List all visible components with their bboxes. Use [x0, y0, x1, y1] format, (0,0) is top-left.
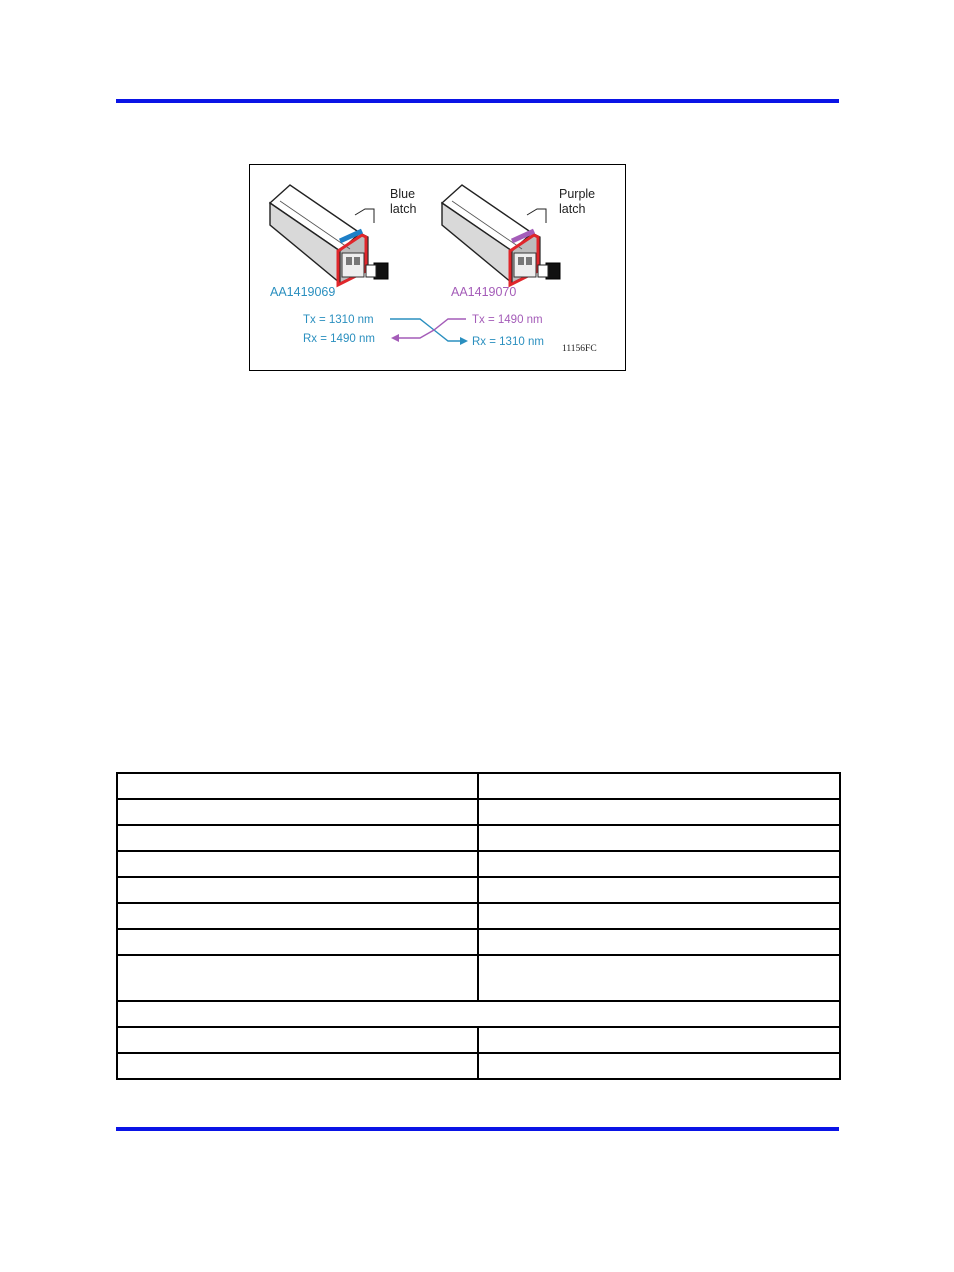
left-rx-label: Rx = 1490 nm [303, 333, 375, 345]
table-cell [478, 1027, 840, 1053]
table-cell [478, 1053, 840, 1079]
table-cell [117, 773, 478, 799]
table-cell [478, 799, 840, 825]
table-cell [478, 851, 840, 877]
figure-id-label: 11156FC [562, 344, 597, 354]
spec-table [116, 772, 841, 1080]
header-rule [116, 99, 839, 103]
right-latch-label-line1: Purple [559, 187, 596, 201]
table-cell [117, 1027, 478, 1053]
table-cell [478, 903, 840, 929]
left-part-number: AA1419069 [270, 285, 336, 299]
table-cell [117, 877, 478, 903]
footer-rule [116, 1127, 839, 1131]
left-tx-label: Tx = 1310 nm [303, 314, 374, 326]
table-cell [117, 799, 478, 825]
table-row [117, 851, 840, 877]
table-row [117, 799, 840, 825]
table-row [117, 773, 840, 799]
table-cell [478, 929, 840, 955]
table-cell [478, 773, 840, 799]
table-row [117, 955, 840, 1001]
table-row [117, 903, 840, 929]
table-cell [478, 877, 840, 903]
right-rx-label: Rx = 1310 nm [472, 336, 544, 348]
table-cell [117, 955, 478, 1001]
table-cell [478, 955, 840, 1001]
left-latch-label-line1: Blue [390, 187, 416, 201]
table-row [117, 1027, 840, 1053]
right-tx-label: Tx = 1490 nm [472, 314, 543, 326]
table-cell [478, 825, 840, 851]
figure-canvas [250, 165, 625, 370]
table-cell [117, 929, 478, 955]
left-sfp-module [270, 185, 388, 285]
table-row [117, 929, 840, 955]
table-row [117, 1001, 840, 1027]
table-cell [117, 903, 478, 929]
table-cell [117, 825, 478, 851]
signal-crossover [390, 319, 468, 345]
left-latch-label-line2: latch [390, 202, 417, 216]
table-row [117, 877, 840, 903]
table-cell [117, 1053, 478, 1079]
right-part-number: AA1419070 [451, 285, 517, 299]
table-row [117, 1053, 840, 1079]
right-sfp-module [442, 185, 560, 285]
table-section-cell [117, 1001, 840, 1027]
table-cell [117, 851, 478, 877]
table-row [117, 825, 840, 851]
right-latch-label-line2: latch [559, 202, 586, 216]
sfp-transceiver-figure [249, 164, 626, 371]
